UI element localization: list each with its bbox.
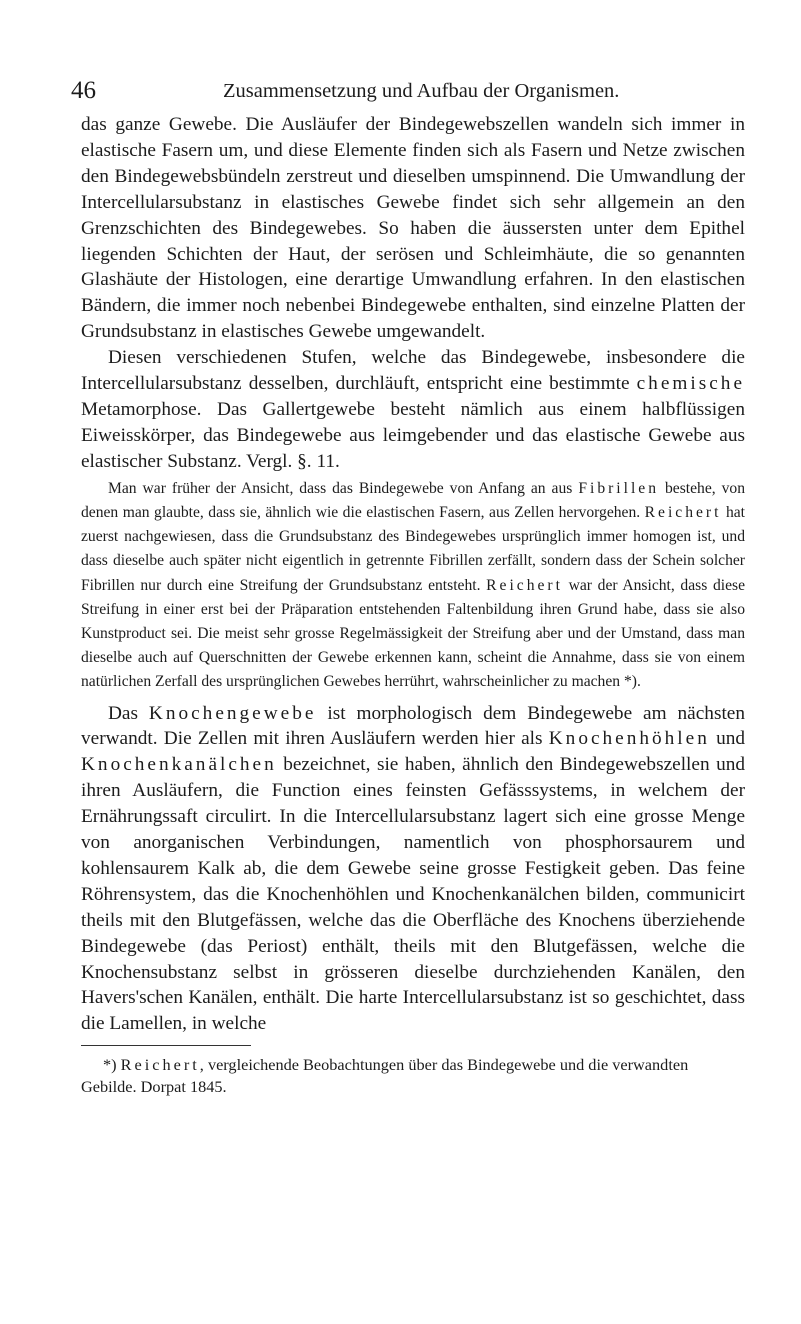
paragraph-elastic-fibers: das ganze Gewebe. Die Ausläufer der Bindegewebszellen wandeln sich immer in elastische Fasern um, und diese Elemente finden sich als Fasern und Netze zwischen den Bindegewebsbündeln zerstreut und dieselben umspinnend. Die Umwandlung der Intercellularsubstanz in elastisches Gewebe findet sich sehr allgemein an den Grenzschichten des Bindegewebes. So haben die äussersten unter dem Epithel liegenden Schichten der Haut, der serösen und Schleimhäute, die so genannten Glashäute der Histologen, eine derartige Umwandlung erfahren. In den elastischen Bändern, die immer noch nebenbei Bindegewebe enthalten, sind einzelne Platten der Grundsubstanz in elastisches Gewebe umgewandelt. — [81, 114, 745, 343]
page-number: 46 — [71, 77, 96, 104]
text-run: hat zuerst nachgewiesen, dass die Grundsubstanz des Bindegewebes ursprünglich immer homogen ist, und dass dieselbe auch später nicht eigentlich in getrennte Fibrillen zerfällt, sondern dass der Schein solcher Fibrillen nur durch eine Streifung der Grundsubstanz entsteht. — [81, 503, 745, 594]
footnote-divider — [81, 1045, 251, 1046]
author-name-reichert: Reichert — [644, 503, 722, 521]
footnote — [81, 1054, 745, 1098]
page-header — [71, 76, 745, 112]
paragraph-chemical-metamorphosis — [81, 345, 745, 475]
author-name-reichert: Reichert — [486, 576, 563, 594]
text-run: Man war früher der Ansicht, dass das Bindegewebe von Anfang an aus — [108, 479, 579, 497]
emphasis-chemische: chemische — [636, 373, 745, 395]
paragraph-bone-tissue — [81, 701, 745, 1038]
text-run: bestehe, von denen man glaubte, dass sie, ähnlich wie die elastischen Fasern, aus Zellen hervorgehen. — [81, 479, 745, 521]
book-page — [71, 76, 745, 1098]
paragraph-fibrillen-note — [81, 477, 745, 695]
text-run: Das — [108, 702, 149, 724]
footnote-text: , vergleichende Beobachtungen über das Bindegewebe und die verwandten Gebilde. Dorpat 1845. — [81, 1055, 689, 1097]
text-run: Diesen verschiedenen Stufen, welche das Bindegewebe, insbesondere die Intercellularsubstanz desselben, durchläuft, entspricht eine bestimmte — [81, 347, 745, 395]
footnote-marker: *) — [103, 1055, 117, 1075]
text-run: war der Ansicht, dass diese Streifung in einer erst bei der Präparation entstehenden Faltenbildung ihren Grund habe, dass sie also Kunstproduct sei. Die meist sehr grosse Regelmässigkeit der Streifung aber und der Umstand, dass man dieselbe auch auf Querschnitten der Gewebe erkennen kann, scheint die Annahme, dass sie von einem natürlichen Zerfall des ursprünglichen Gewebes herrührt, wahrscheinlicher zu machen *). — [81, 576, 745, 691]
emphasis-knochenhoehlen: Knochenhöhlen — [548, 728, 710, 750]
running-title: Zusammensetzung und Aufbau der Organismen. — [223, 80, 620, 102]
text-run: Metamorphose. Das Gallertgewebe besteht nämlich aus einem halbflüssigen Eiweisskörper, das Bindegewebe aus leimgebender und das elastische Gewebe aus elastischer Substanz. Vergl. §. 11. — [81, 398, 745, 472]
emphasis-knochengewebe: Knochengewebe — [148, 702, 317, 724]
text-run: ist morphologisch dem Bindegewebe am nächsten verwandt. Die Zellen mit ihren Ausläufern werden hier als — [81, 702, 745, 750]
emphasis-fibrillen: Fibrillen — [578, 479, 660, 497]
text-run: und — [709, 728, 745, 750]
footnote-author: Reichert — [120, 1055, 200, 1075]
emphasis-knochenkanaelchen: Knochenkanälchen — [81, 754, 277, 776]
text-run: bezeichnet, sie haben, ähnlich den Bindegewebszellen und ihren Ausläufern, die Function eines feinsten Gefässsystems, in welchem der Ernährungssaft circulirt. In die Intercellularsubstanz lagert sich eine grosse Menge von anorganischen Verbindungen, namentlich von phosphorsaurem und kohlensaurem Kalk ab, die dem Gewebe seine grosse Festigkeit geben. Das feine Röhrensystem, das die Knochenhöhlen und Knochenkanälchen bilden, communicirt theils mit den Blutgefässen, welche das die Oberfläche des Knochens überziehende Bindegewebe (das Periost) enthält, theils mit den Blutgefässen, welche die Knochensubstanz selbst in grösseren dieselbe durchziehenden Kanälen, den Havers'schen Kanälen, enthält. Die harte Intercellularsubstanz ist so geschichtet, dass die Lamellen, in welche — [81, 754, 745, 1035]
